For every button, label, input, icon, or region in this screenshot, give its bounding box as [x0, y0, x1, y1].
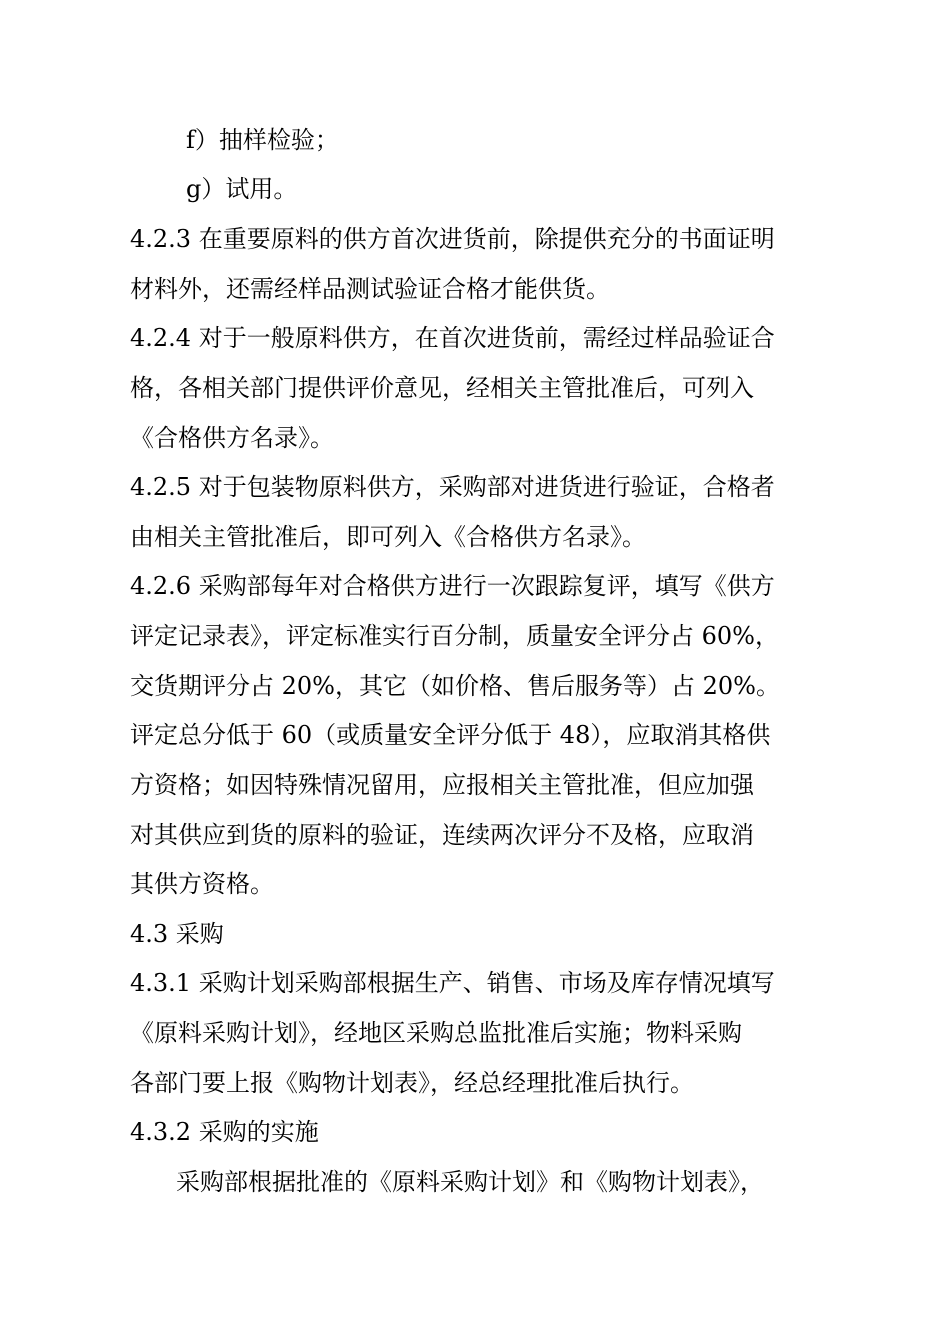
list-item-g: g）试用。: [186, 175, 298, 203]
clause-4-2-4-line-3: 《合格供方名录》。: [130, 424, 334, 452]
clause-4-2-4-line-2: 格，各相关部门提供评价意见，经相关主管批准后，可列入: [130, 374, 754, 402]
clause-4-3-1-line-2: 《原料采购计划》，经地区采购总监批准后实施；物料采购: [130, 1019, 742, 1047]
section-heading-4-3: 4.3 采购: [130, 920, 224, 948]
list-item-f: f）抽样检验；: [186, 126, 339, 154]
clause-4-2-5-line-2: 由相关主管批准后，即可列入《合格供方名录》。: [130, 523, 646, 551]
clause-4-3-2-body-line-1: 采购部根据批准的《原料采购计划》和《购物计划表》，: [176, 1168, 764, 1196]
clause-4-2-3-line-2: 材料外，还需经样品测试验证合格才能供货。: [130, 275, 610, 303]
clause-4-2-6-line-7: 其供方资格。: [130, 870, 274, 898]
clause-4-3-1-line-1: 4.3.1 采购计划采购部根据生产、销售、市场及库存情况填写: [130, 969, 775, 997]
clause-4-2-6-line-5: 方资格；如因特殊情况留用，应报相关主管批准，但应加强: [130, 771, 754, 799]
clause-4-2-6-line-2: 评定记录表》，评定标准实行百分制，质量安全评分占 60%，: [130, 622, 779, 650]
clause-4-2-6-line-1: 4.2.6 采购部每年对合格供方进行一次跟踪复评，填写《供方: [130, 572, 775, 600]
clause-4-2-6-line-3: 交货期评分占 20%，其它（如价格、售后服务等）占 20%。: [130, 672, 780, 700]
clause-4-2-3-line-1: 4.2.3 在重要原料的供方首次进货前，除提供充分的书面证明: [130, 225, 775, 253]
clause-4-2-6-line-4: 评定总分低于 60（或质量安全评分低于 48），应取消其格供: [130, 721, 771, 749]
clause-4-2-4-line-1: 4.2.4 对于一般原料供方，在首次进货前，需经过样品验证合: [130, 324, 775, 352]
clause-4-3-2-heading: 4.3.2 采购的实施: [130, 1118, 319, 1146]
clause-4-2-5-line-1: 4.2.5 对于包装物原料供方，采购部对进货进行验证，合格者: [130, 473, 775, 501]
clause-4-3-1-line-3: 各部门要上报《购物计划表》，经总经理批准后执行。: [130, 1069, 694, 1097]
clause-4-2-6-line-6: 对其供应到货的原料的验证，连续两次评分不及格，应取消: [130, 821, 754, 849]
